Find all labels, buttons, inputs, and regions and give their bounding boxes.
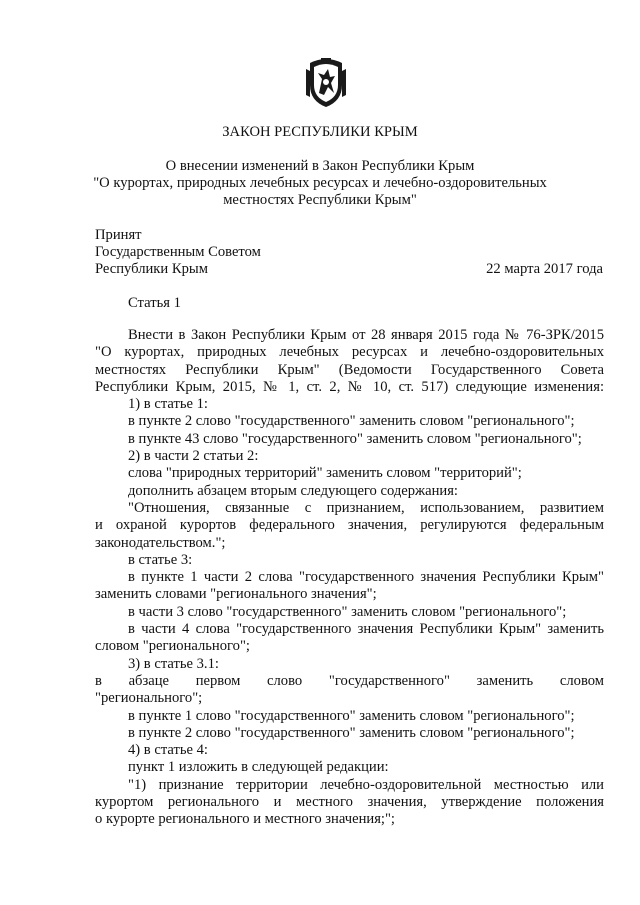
law-subtitle: [0, 158, 640, 209]
body-line: законодательством.";: [95, 534, 226, 551]
law-title: ЗАКОН РЕСПУБЛИКИ КРЫМ: [222, 124, 418, 140]
body-line: заменить словами "регионального значения";: [95, 586, 377, 603]
subtitle-line: О внесении изменений в Закон Республики Крым: [165, 158, 475, 174]
adoption-line: Принят: [95, 227, 142, 243]
adoption-line: Государственным Советом: [95, 244, 261, 260]
article-heading: Статья 1: [128, 295, 181, 311]
body-line: в части 3 слово "государственного" заменить словом "регионального";: [128, 603, 567, 620]
body-line: в пункте 1 части 2 слова "государственного значения Республики Крым": [128, 569, 604, 586]
body-line: 4) в статье 4:: [128, 742, 208, 759]
body-line: в пункте 2 слово "государственного" заменить словом "регионального";: [128, 413, 575, 430]
adoption-date: 22 марта 2017 года: [486, 261, 603, 277]
body-line: "регионального";: [95, 690, 203, 707]
body-line: в абзаце первом слово "государственного" заменить словом: [95, 672, 604, 689]
body-line: и охраной курортов федерального значения, регулируются федеральным: [95, 517, 604, 534]
body-line: "О курортах, природных лечебных ресурсах и лечебно-оздоровительных: [95, 344, 604, 361]
body-line: в части 4 слова "государственного значения Республики Крым" заменить: [128, 621, 604, 638]
adoption-block: [95, 227, 261, 278]
body-line: 1) в статье 1:: [128, 396, 208, 413]
body-line: дополнить абзацем вторым следующего содержания:: [128, 482, 458, 499]
body-line: 3) в статье 3.1:: [128, 655, 219, 672]
body-line: местностях Республики Крым" (Ведомости Государственного Совета: [95, 361, 604, 378]
subtitle-line: местностях Республики Крым": [223, 192, 417, 208]
article-body: [95, 327, 604, 829]
crimea-coat-of-arms-icon: [304, 57, 348, 109]
body-line: в статье 3:: [128, 551, 193, 568]
adoption-line: Республики Крым: [95, 261, 208, 277]
subtitle-line: "О курортах, природных лечебных ресурсах и лечебно-оздоровительных: [93, 175, 547, 191]
body-line: Внести в Закон Республики Крым от 28 января 2015 года № 76-ЗРК/2015: [128, 327, 604, 343]
body-line: словом "регионального";: [95, 638, 250, 655]
body-line: 2) в части 2 статьи 2:: [128, 448, 259, 465]
body-line: "1) признание территории лечебно-оздоровительной местностью или: [128, 776, 604, 793]
body-line: слова "природных территорий" заменить словом "территорий";: [128, 465, 522, 482]
body-line: курортом регионального и местного значения, утверждение положения: [95, 794, 604, 811]
body-line: пункт 1 изложить в следующей редакции:: [128, 759, 389, 776]
body-line: Республики Крым, 2015, № 1, ст. 2, № 10, ст. 517) следующие изменения:: [95, 378, 604, 395]
body-line: в пункте 1 слово "государственного" заменить словом "регионального";: [128, 707, 575, 724]
body-line: "Отношения, связанные с признанием, использованием, развитием: [128, 499, 604, 516]
body-line: о курорте регионального и местного значения;";: [95, 811, 395, 828]
body-line: в пункте 43 слово "государственного" заменить словом "регионального";: [128, 430, 582, 447]
body-line: в пункте 2 слово "государственного" заменить словом "регионального";: [128, 724, 575, 741]
